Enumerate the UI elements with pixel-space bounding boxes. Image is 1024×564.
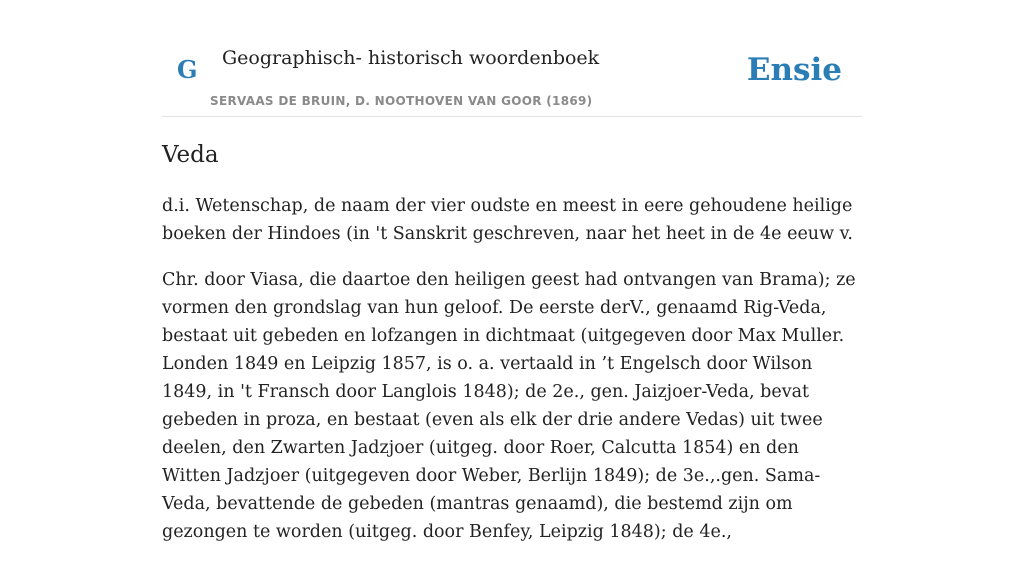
ensie-logo-link[interactable]: Ensie [746,52,842,88]
entry-paragraph: d.i. Wetenschap, de naam der vier oudste en meest in eere gehoudene heilige boeken der Hindoes (in 't Sanskrit geschreven, naar het heet in de 4e eeuw v. [162,196,853,244]
entry-title: Veda [162,142,219,168]
book-authors: SERVAAS DE BRUIN, D. NOOTHOVEN VAN GOOR (1869) [210,94,593,108]
book-logo-icon[interactable]: G [177,55,198,84]
site-header [162,0,862,117]
entry-paragraph: Chr. door Viasa, die daartoe den heiligen geest had ontvangen van Brama); ze vormen den grondslag van hun geloof. De eerste derV., genaamd Rig-Veda, bestaat uit gebeden en lofzangen in dichtmaat (uitgegeven door Max Muller. Londen 1849 en Leipzig 1857, is o. a. vertaald in ’t Engelsch door Wilson 1849, in 't Fransch door Langlois 1848); de 2e., gen. Jaizjoer-Veda, bevat gebeden in proza, en bestaat (even als elk der drie andere Vedas) uit twee deelen, den Zwarten Jadzjoer (uitgeg. door Roer, Calcutta 1854) en den Witten Jadzjoer (uitgegeven door Weber, Berlijn 1849); de 3e.,.gen. Sama-Veda, bevattende de gebeden (mantras genaamd), die bestemd zijn om gezongen te worden (uitgeg. door Benfey, Leipzig 1848); de 4e., [162,270,856,542]
entry-body [162,192,862,564]
book-title-link[interactable]: Geographisch- historisch woordenboek [222,47,600,69]
